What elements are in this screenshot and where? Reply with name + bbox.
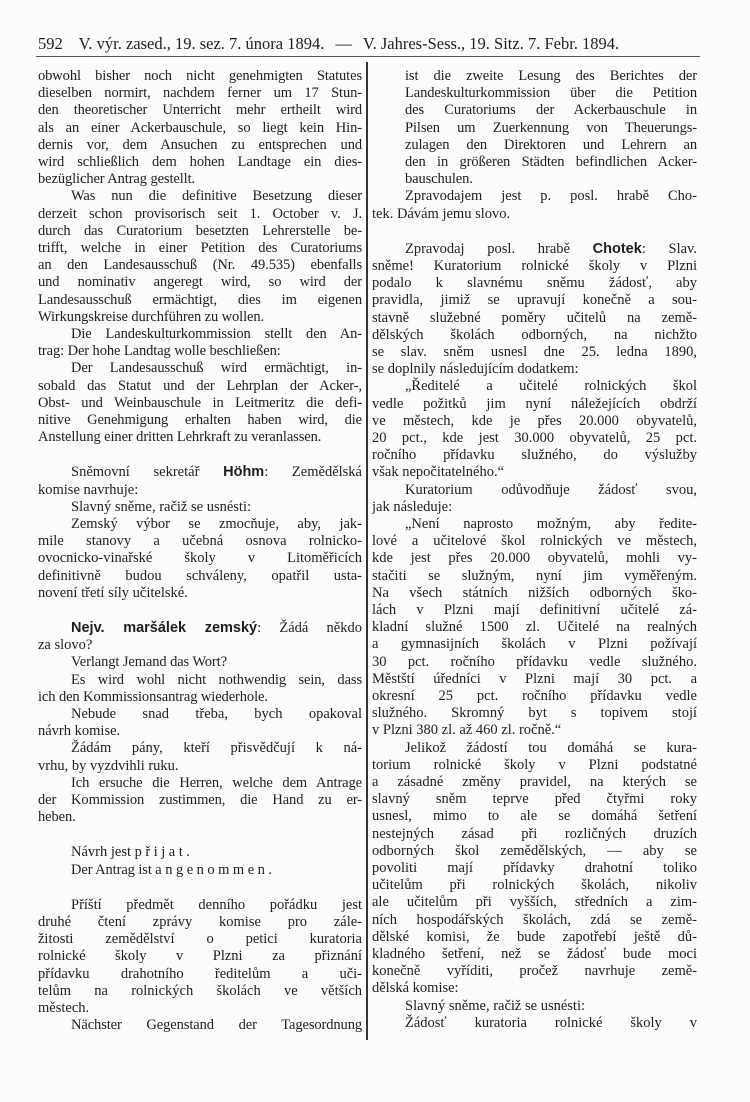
text-line: Wirkungskreise durchführen zu wollen. <box>38 308 265 325</box>
page-number: 592 <box>38 34 63 53</box>
text-line: „Ředitelé a učitelé rolnických škol <box>405 378 697 395</box>
text-line: trag: Der hohe Landtag wolle beschließen: <box>38 343 281 360</box>
text-line: Verlangt Jemand das Wort? <box>71 654 227 671</box>
text-run: . <box>186 844 190 861</box>
text-run: : Žádá někdo <box>257 620 362 636</box>
header-german: V. Jahres-Sess., 19. Sitz. 7. Febr. 1894. <box>362 34 620 53</box>
text-line: druhé čtení zprávy komise pro zále- <box>38 914 362 930</box>
text-line: Zemský výbor se zmocňuje, aby, jak- <box>71 516 362 532</box>
text-line: přídavku drahotního ředitelům a uči- <box>38 965 362 982</box>
text-line: an den Landesausschuß (Nr. 49.535) ebenfalls <box>38 257 362 274</box>
text-run: : Zemědělská <box>264 464 362 481</box>
text-line: Landesausschuß ermächtigt, dies im eigenen <box>38 291 362 308</box>
text-line: lách v Plzni mají definitivní učitelé zá- <box>372 602 697 618</box>
speaker-name: Nejv. maršálek zemský <box>71 620 258 636</box>
text-line: 30 pct. ročního přídavku vedle služného. <box>372 653 697 670</box>
text-line: návrh komise. <box>38 723 121 740</box>
text-line: jak následuje: <box>372 498 453 515</box>
text-line: kladní služné 1500 zl. Učitelé na realných <box>372 619 697 636</box>
text-line: trifft, welche in einer Petition des Curatoriums <box>38 240 362 256</box>
text-line: žitosti zemědělství o petici kuratoria <box>38 931 362 948</box>
text-run: Zpravodaj posl. hrabě <box>405 240 593 257</box>
text-line: bauschulen. <box>405 171 473 188</box>
text-line: stačiti se služným, nyní jim vyměřeným. <box>372 567 697 584</box>
text-line: okresní 25 pct. ročního přídavku vedle <box>372 688 697 704</box>
text-line: ich den Kommissionsantrag wiederhole. <box>38 688 268 705</box>
text-line: Nächster Gegenstand der Tagesordnung <box>71 1017 362 1034</box>
text-line: v Plzni 380 zl. až 460 zl. ročně.“ <box>372 722 562 739</box>
text-line: der Kommission zustimmen, die Hand zu er- <box>38 792 362 808</box>
text-line: ve městech, kde je přes 20.000 obyvatelů, <box>372 412 697 429</box>
text-line: Zpravodajem jest p. posl. hrabě Cho- <box>405 188 697 205</box>
text-run: Návrh jest <box>71 844 135 861</box>
text-line: 20 pct., kde jest 30.000 obyvatelů, 25 pct. <box>372 430 697 446</box>
text-line <box>71 861 362 879</box>
text-line: dělská komise: <box>372 980 459 997</box>
text-line: ročního přídavku služného, do výslužby <box>372 447 697 464</box>
text-line: Es wird wohl nicht nothwendig sein, dass <box>71 671 362 688</box>
emphasized-text: přijat <box>134 844 187 861</box>
text-line: rolnické školy v Plzni za přiznání <box>38 948 362 965</box>
text-line: se slav. sněm usnesl dne 25. ledna 1890, <box>372 344 697 360</box>
text-line: torium rolnické školy v Plzni podstatné <box>372 756 697 773</box>
text-line <box>71 619 362 637</box>
header-rule <box>36 56 700 57</box>
text-line: dieselben normirt, nachdem ferner um 17 Stun- <box>38 85 362 102</box>
text-line: definitivně budou schváleny, opatřil usta- <box>38 567 362 584</box>
text-line <box>71 463 362 481</box>
text-line: heben. <box>38 809 76 826</box>
text-line: nitive Genehmigung erhalten haben wird, die <box>38 412 362 428</box>
text-line: se doplnily následujícím dodatkem: <box>372 361 579 378</box>
speaker-name: Höhm <box>223 464 265 481</box>
text-line: zulagen den Direktoren und Lehrern an <box>405 136 697 153</box>
text-line: kde jest přes 20.000 obyvatelů, mohli vy- <box>372 550 697 567</box>
text-line: Kuratorium odůvodňuje žádosť svou, <box>405 481 697 498</box>
text-line: vedle požitků jim nyní náležejících obdrží <box>372 395 697 412</box>
text-line: den in größeren Städten befindlichen Acker- <box>405 154 697 170</box>
text-run: . <box>268 861 272 878</box>
text-line: dělské komisi, že bude zapotřebí ještě dů- <box>372 928 697 945</box>
text-line: „Není naprosto možným, aby ředite- <box>405 516 697 532</box>
text-line: vrhu, by vyzdvihli ruku. <box>38 757 179 774</box>
text-line: a zásadné změny pravidel, na kterých se <box>372 774 697 790</box>
text-line: Was nun die definitive Besetzung dieser <box>71 188 362 205</box>
text-line: Slavný sněme, račiž se usnésti: <box>71 498 251 515</box>
column-separator <box>366 62 368 1040</box>
text-line: Nebude snad třeba, bych opakoval <box>71 706 362 722</box>
text-line: za slovo? <box>38 637 93 654</box>
text-line: stavně služebné poměry učitelů na země- <box>372 309 697 326</box>
text-line: wird schließlich dem hohen Landtage ein dies- <box>38 154 362 170</box>
text-line: ale učitelům při vyšších, středních a zim- <box>372 894 697 911</box>
text-line: Obst- und Weinbauschule in Leitmeritz die defi- <box>38 394 362 411</box>
text-line: městech. <box>38 1000 90 1016</box>
text-line: konečně vyříditi, pročež navrhuje země- <box>372 963 697 980</box>
speaker-name: Chotek <box>592 240 642 257</box>
text-run: Der Antrag ist <box>71 861 156 878</box>
text-line: bezüglicher Antrag gestellt. <box>38 171 196 188</box>
text-line: lové a učitelové škol rolnických ve městech, <box>372 533 697 550</box>
text-line: usnesl, mimo to ale se domáhá šetření <box>372 808 697 825</box>
text-line: pravidla, jimiž se upravují konečně a sou- <box>372 292 697 309</box>
running-header <box>38 34 693 54</box>
text-line: Na všech státních nižších odborných ško- <box>372 584 697 601</box>
text-line: ist die zweite Lesung des Berichtes der <box>405 68 697 84</box>
text-line: mile stanovy a učebná osnova rolnicko- <box>38 533 362 550</box>
text-line: však nepočitatelného.“ <box>372 464 505 481</box>
text-line: Příští předmět denního pořádku jest <box>71 896 362 913</box>
text-run: : Slav. <box>641 240 697 257</box>
text-line <box>71 843 362 861</box>
text-line: učitelům při rolnických školách, nikoliv <box>372 877 697 894</box>
text-line: Žádám pány, kteří přisvědčují k ná- <box>71 740 362 757</box>
text-line <box>405 240 697 258</box>
emphasized-text: angenommen <box>155 861 269 878</box>
text-line: Městští úředníci v Plzni mají 30 pct. a <box>372 670 697 687</box>
header-czech: V. výr. zased., 19. sez. 7. února 1894. <box>78 34 325 53</box>
text-line: dernis vor, dem Ansuchen zu entsprechen und <box>38 136 362 153</box>
text-line: slavný sněm teprve před čtyřmi roky <box>372 791 697 808</box>
text-line: und nominativ angeregt wird, so wird der <box>38 274 362 291</box>
text-line: komise navrhuje: <box>38 481 139 498</box>
text-line: derzeit schon provisorisch seit 1. October v. J. <box>38 205 362 222</box>
text-line: durch das Curatorium besetzten Lehrerstelle be- <box>38 222 362 239</box>
text-line: podalo k slavnému sněmu žádosť, aby <box>372 275 697 292</box>
text-line: nestejných zásad při rozličných druzích <box>372 825 697 842</box>
text-line: ovocnicko-vinařské školy v Litoměřicích <box>38 550 362 567</box>
text-line: den theoretischer Unterricht mehr ertheilt wird <box>38 102 362 119</box>
text-line: des Curatoriums der Ackerbauschule in <box>405 102 697 119</box>
text-line: novení třetí síly učitelské. <box>38 584 188 601</box>
text-line: obwohl bisher noch nicht genehmigten Statutes <box>38 68 362 84</box>
text-line: Die Landeskulturkommission stellt den An- <box>71 326 362 342</box>
text-line: povoliti mají přídavky drahotní toliko <box>372 860 697 876</box>
text-line: Pilsen um Zuerkennung von Theuerungs- <box>405 119 697 136</box>
text-line: sobald das Statut und der Lehrplan der Acker-, <box>38 377 362 394</box>
text-line: služného. Skromný byt s topivem stojí <box>372 705 697 722</box>
text-line: Slavný sněme, račiž se usnésti: <box>405 997 585 1014</box>
text-line: dělských školách odborných, na nichžto <box>372 326 697 343</box>
header-dash: — <box>335 34 352 53</box>
text-line: a gymnasijních školách v Plzni požívají <box>372 636 697 653</box>
text-line: odborných škol zemědělských, — aby se <box>372 842 697 859</box>
text-line: Landeskulturkommission über die Petition <box>405 85 697 102</box>
text-line: kladného šetření, než se žádosť bude moci <box>372 946 697 962</box>
text-line: als an einer Ackerbauschule, so liegt kein Hin- <box>38 119 362 136</box>
text-line: tek. Dávám jemu slovo. <box>372 205 511 222</box>
text-line: Ich ersuche die Herren, welche dem Antrage <box>71 774 362 791</box>
text-line: Der Landesausschuß wird ermächtigt, in- <box>71 360 362 377</box>
text-line: Jelikož žádostí tou domáhá se kura- <box>405 739 697 756</box>
text-line: telům na rolnických školách ve větších <box>38 982 362 999</box>
text-run: Sněmovní sekretář <box>71 464 224 481</box>
text-line: ních hospodářských školách, zdá se země- <box>372 911 697 928</box>
text-line: Žádosť kuratoria rolnické školy v <box>405 1014 697 1031</box>
text-line: sněme! Kuratorium rolnické školy v Plzni <box>372 258 697 274</box>
text-line: Anstellung einer dritten Lehrkraft zu veranlassen. <box>38 429 322 446</box>
